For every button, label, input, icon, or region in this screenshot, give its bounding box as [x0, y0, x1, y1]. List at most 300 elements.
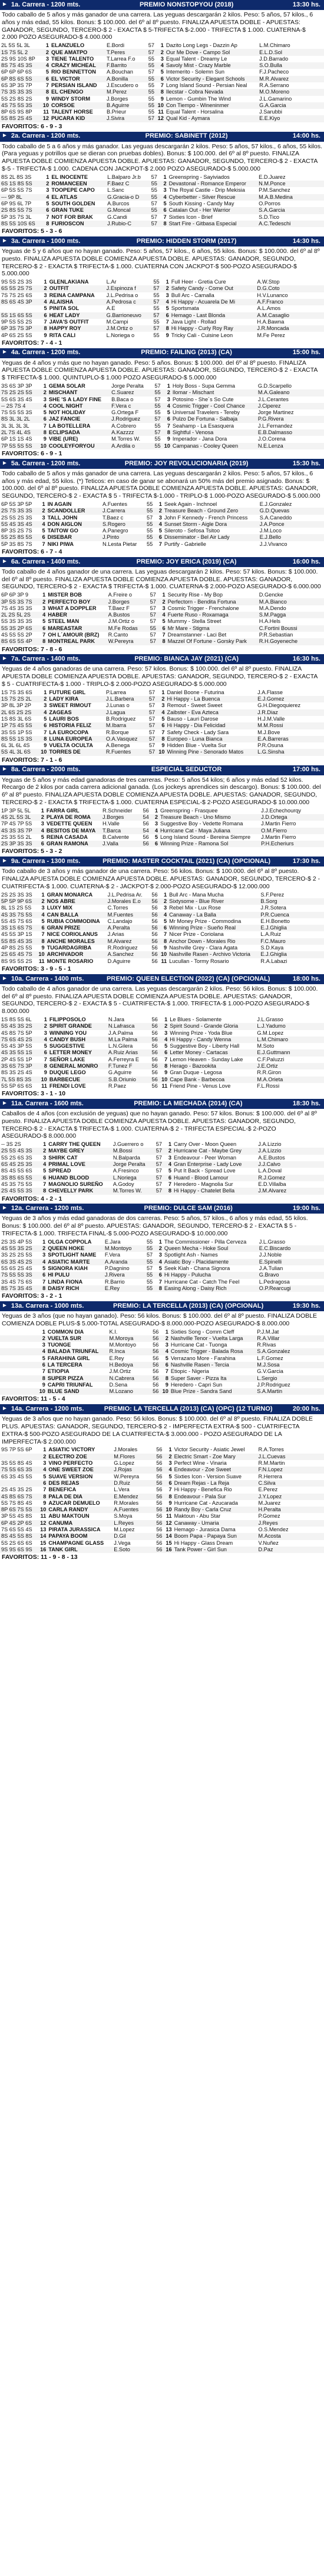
post-position: 4 — [160, 1348, 169, 1355]
saddle-number: 5 — [41, 201, 51, 207]
pedigree: Endeavour - Peer Woman — [173, 1155, 257, 1161]
saddle-number: 2 — [41, 181, 51, 187]
trainer-name: L.A.Doval — [257, 1168, 324, 1174]
trainer-name: P.H.Echeriurs — [260, 841, 324, 847]
table-row — [0, 638, 324, 645]
trainer-name: R.M.Martin — [257, 1460, 324, 1467]
race-number-distance: 12a. Carrera - 1200 mts. — [11, 1205, 84, 1212]
table-row — [0, 1049, 324, 1056]
jockey-name: A.Panegro — [101, 528, 142, 534]
trainer-name: J.J.Echechourqy — [260, 808, 324, 814]
pedigree: Cosmic Trigger - Cool Chance — [171, 403, 257, 409]
pedigree: Hurricane Cat - Catch The Feel — [163, 1279, 258, 1285]
trainer-name: J.Martin Fierro — [260, 834, 324, 841]
saddle-number: 2 — [38, 696, 48, 702]
post-position: 7 — [161, 319, 170, 325]
table-row — [0, 808, 324, 814]
trainer-name: P.G.Rivera — [257, 416, 324, 422]
table-row — [0, 299, 324, 305]
jockey-name: A.Aranda — [104, 1259, 142, 1265]
horse-name: PAPAYA BOOM — [47, 1533, 113, 1539]
race-section — [0, 974, 324, 1099]
jockey-name: J.L.Pedrisa o — [105, 292, 148, 299]
race-title: PREMIO: JOY REVOLUCIONARIA (2019) — [124, 459, 249, 467]
trainer-name: M.Acosta — [257, 1533, 324, 1539]
pedigree: Le Blues - Solamente — [168, 1017, 256, 1023]
jockey-name: J.Guerrero o — [112, 1141, 151, 1148]
jockey-name: M.Moroya — [108, 1335, 148, 1342]
post-position: 8 — [162, 429, 171, 436]
horse-name: ABU MAKTOUN — [47, 1513, 113, 1519]
table-row — [0, 592, 324, 598]
saddle-number: 1 — [37, 501, 47, 508]
jockey-name: A.Fresinco — [112, 1168, 151, 1174]
table-row — [0, 1252, 324, 1258]
trainer-name: F.C.Mauro — [259, 938, 324, 945]
saddle-number: 1 — [37, 1328, 46, 1335]
table-row — [0, 383, 324, 389]
jockey-name: F.Barrito — [105, 62, 144, 69]
race-title: PREMIO: SABINETT (2012) — [145, 132, 228, 140]
table-row — [0, 42, 324, 49]
recent-form: 7P 4S 7P 5S — [0, 821, 37, 827]
trainer-name: L.A.Ruiz — [259, 931, 324, 938]
horse-name: ASIATIC VICTORY — [47, 1447, 113, 1453]
horse-name: HI PULU — [47, 1272, 104, 1278]
race-bullet-icon: ► — [2, 1099, 8, 1107]
horse-name: MAGNOLIO SUREÑO — [47, 1181, 112, 1188]
race-conditions: Todo caballo de 3 años y más ganador de una carrera. Peso: 56 kilos. Bonus: $ 100.000. del 6º al 8º puesto. FINALIZA APUESTA DOBLE COMIENZA APUESTA DOBLE. APUESTAS: GANADOR, SEGUNDO, TERCERO-$ 2 - CUATRIFECTA-$ 1.000. CUATERNA-$ 2 - JACKPOT-$ 2.000-POZO ASEGURADO-$ 12.000.000 — [2, 868, 320, 890]
pedigree: Safety Check - Lady Sara — [166, 729, 256, 736]
pedigree: Herago - Bazookita — [168, 1063, 256, 1069]
trainer-name: J.E.Ortiz — [256, 1063, 324, 1069]
pedigree: Hi Happy - Benefica Rio — [173, 1487, 257, 1493]
recent-form: 4S 3S 7S 5S — [0, 912, 37, 918]
weight: 56 — [151, 1540, 163, 1547]
post-position: 8 — [161, 325, 170, 332]
saddle-number: 5 — [38, 305, 48, 312]
weight: 57 — [148, 299, 161, 305]
weight: 56 — [147, 951, 159, 958]
pedigree: Victor Security - Elegant Schools — [165, 76, 258, 82]
table-row — [0, 69, 324, 75]
jockey-name: J.A.Palma — [107, 1030, 147, 1037]
jockey-name: O.A.Vasquez — [105, 736, 144, 742]
saddle-number: 4 — [41, 194, 51, 201]
trainer-name: D.Paz — [257, 1547, 324, 1553]
post-position: 10 — [160, 1388, 169, 1395]
pedigree: Endeavour - Pala Sur — [173, 1494, 257, 1500]
pedigree: Hurricane Cat - Maya Juliana — [159, 828, 260, 834]
recent-form: 6S 1S 8S 5S — [0, 181, 41, 187]
table-row — [0, 1063, 324, 1069]
race-section — [0, 132, 324, 236]
weight: 57 — [144, 689, 156, 696]
weight: 56 — [147, 1037, 159, 1043]
trainer-name: L.F.Gomez — [256, 1355, 324, 1362]
weight: 57 — [151, 1168, 163, 1174]
jockey-name: G.Aguirre — [107, 1069, 147, 1076]
race-number-distance: 10a. Carrera - 1400 mts. — [11, 975, 84, 982]
horse-name: CORSOE — [50, 102, 105, 109]
recent-form: 2S 4S 3S 2S — [0, 1487, 38, 1493]
table-row — [0, 214, 324, 221]
jockey-name: M.Fuentes — [107, 912, 147, 918]
trainer-name: M.A.Bianco — [258, 598, 324, 605]
post-position: 4 — [162, 403, 171, 409]
favorites-line: FAVORITOS: 6 - 9 - 3 — [2, 122, 62, 130]
saddle-number: 3 — [38, 605, 47, 612]
table-row — [0, 598, 324, 605]
horse-name: NOT FOR BRAK — [50, 214, 106, 221]
saddle-number: 8 — [41, 89, 50, 95]
table-row — [0, 187, 324, 194]
saddle-number: 8 — [38, 736, 48, 742]
horse-name: MONTREAL PARK — [47, 638, 107, 645]
table-row — [0, 918, 324, 925]
jockey-name: A.Bonilla — [105, 76, 144, 82]
pedigree: Daniel Boone - Futurina — [166, 689, 256, 696]
jockey-name: M.Flores — [113, 1454, 151, 1460]
weight: 56 — [151, 1487, 163, 1493]
jockey-name: L.Sanc — [106, 187, 146, 194]
weight: 56 — [151, 1527, 163, 1533]
recent-form — [0, 305, 38, 312]
table-row — [0, 49, 324, 55]
recent-form: 7S 5S 5S 3S — [0, 1272, 38, 1278]
jockey-name: A.Godoy — [112, 1181, 151, 1188]
jockey-name: S.Moya — [113, 1513, 151, 1519]
pedigree: Imperador - Jana Dora — [171, 436, 257, 442]
post-position: 6 — [156, 722, 166, 729]
trainer-name: H.A.Hels — [258, 618, 324, 625]
pedigree: Catalan Out - Her Warrior — [168, 207, 258, 214]
weight: 57 — [144, 742, 156, 749]
trainer-name: E.J.Ghiglia — [259, 925, 324, 931]
weight: 56 — [138, 808, 150, 814]
pedigree: Super Saver - Pizza Ita — [170, 1375, 256, 1382]
table-row — [0, 951, 324, 958]
horse-name: TIENE TALENTO — [50, 56, 105, 62]
jockey-name: G.Ortega F — [110, 409, 150, 416]
race-conditions: Todo caballo de 5 años y más ganador de una carrera. Las yeguas descargarán 2 kilos. Peso: 5 años, 57 kilos., 6 años y más edad, 55 kilos. Bonus: $ 100.000. del 6º al 8º puesto. FINALIZA APUESTA DOBLE - APUESTAS: GANADOR, SEGUNDO, TERCERO-$ 2 - EXACTA $ 5-TRIFECTA $-2.000 - TRIFECTA $ 1.000. CUATERNA-$ 2.000 POZO ASEGURADO-$ 4.000.000 — [2, 11, 313, 41]
weight: 55 — [147, 194, 158, 201]
race-bullet-icon: ► — [2, 1302, 8, 1309]
jockey-name: M.Ibarra — [105, 722, 144, 729]
recent-form: 6P 1S 1S 4S — [0, 436, 38, 442]
recent-form: 3S 6S 7S 3P — [0, 1063, 38, 1069]
horse-name: COMMON DIA — [47, 1328, 108, 1335]
recent-form: 2L 5S 5L 3L — [0, 42, 41, 49]
table-row — [0, 612, 324, 618]
table-row — [0, 1460, 324, 1467]
weight: 56 — [147, 898, 159, 905]
jockey-name: A.Ferreyra E — [107, 1057, 147, 1063]
weight: 56 — [148, 1328, 160, 1335]
jockey-name: E.Bordi — [105, 42, 144, 49]
horse-name: EL ATLAS — [50, 194, 106, 201]
recent-form: 5S 5P 6S 6S — [0, 1083, 38, 1089]
trainer-name: J.Martin Fierro — [260, 821, 324, 827]
table-row — [0, 82, 324, 89]
jockey-name: T.Peres — [105, 49, 144, 55]
trainer-name: N.E.Lenza — [257, 443, 324, 449]
jockey-name: A.Benega — [105, 742, 144, 749]
table-row — [0, 1342, 324, 1348]
horse-name: DON AIGLON — [47, 521, 101, 528]
table-row — [0, 1355, 324, 1362]
weight: 57 — [148, 312, 161, 319]
saddle-number: 4 — [38, 612, 47, 618]
trainer-name: R.A.Torres — [257, 1447, 324, 1453]
horse-name: VEDETTE QUEEN — [45, 821, 101, 827]
race-section — [0, 1204, 324, 1301]
pedigree: Gran Enterprise - Lady Love — [173, 1161, 257, 1168]
pedigree: Cosmic Trigger - Frenchalone — [167, 605, 258, 612]
weight: 57 — [146, 638, 157, 645]
pedigree: Heredero - Capri Sun — [170, 1382, 256, 1388]
pedigree: Dreamstanner - Laci Bet — [167, 632, 258, 638]
horse-name: MAYBE GREY — [47, 1148, 112, 1154]
entries-table — [0, 1328, 324, 1395]
table-row — [0, 89, 324, 95]
post-position: 1 — [157, 592, 167, 598]
recent-form: 8S 7S 4S 3S — [0, 62, 41, 69]
weight: 56 — [148, 1335, 160, 1342]
table-row — [0, 1279, 324, 1285]
saddle-number: 1 — [38, 1447, 47, 1453]
saddle-number: 10 — [38, 1507, 47, 1513]
table-row — [0, 1527, 324, 1533]
post-position: 10 — [159, 1077, 168, 1083]
race-time: 18:00 hs. — [292, 975, 320, 982]
post-position: 7 — [154, 1279, 163, 1285]
weight: 56 — [151, 1507, 163, 1513]
jockey-name: E.Soto — [113, 1547, 151, 1553]
recent-form: 2S 3P 3S 3S — [0, 841, 37, 847]
horse-name: DAISY RICH — [47, 1285, 104, 1292]
jockey-name: J.M.Ortiz o — [105, 325, 148, 332]
saddle-number: 1 — [38, 383, 48, 389]
recent-form: 4S 2L 5S 3L — [0, 814, 37, 821]
weight: 57 — [144, 729, 156, 736]
pedigree: The Commissioner - Pilla Cerveza — [163, 1239, 258, 1245]
trainer-name: J.L.Fernandez — [257, 423, 324, 429]
race-conditions: Yeguas de 4 años y más que no hayan ganado. Peso: 5 años. Bonus: $ 100.000. del 6º al 8º puesto. FINALIZA APUESTA DOBLE COMIENZA APUESTA DOBLE. APUESTAS: GANADOR, SEGUNDO, TERCERO-$ 2 - EXACTA $ TRIFECTA-$ 1.000. QUINTUPLO-$ 1.000 POZO ASEGURADO-$ 5.000.000 — [2, 359, 318, 382]
post-position: 11 — [159, 958, 168, 965]
trainer-name: E.H.Bonetto — [259, 918, 324, 925]
weight: 56 — [151, 1447, 163, 1453]
table-row — [0, 1083, 324, 1089]
race-conditions: Yeguas de 3 años (que no hayan ganado). Peso: 56 kilos. Bonus: $ 100.000. del 6º al 8º puesto. FINALIZA DOBLE COMIENZA DOBLE PLUS-$ 5.000-TOTAL ASEGURADO-$ 8.000.000-POZO ASEGURADO-$ 8.000.000 — [2, 1312, 317, 1327]
trainer-name: E.J.Guttmann — [256, 1049, 324, 1056]
saddle-number: 4 — [38, 1467, 47, 1473]
table-row — [0, 429, 324, 436]
trainer-name: G.A.Garcia — [258, 102, 324, 109]
saddle-number: 3 — [38, 1252, 47, 1258]
saddle-number: 5 — [37, 528, 47, 534]
table-row — [0, 958, 324, 965]
race-conditions: Todo caballo de 5 años y más ganador de una carrera. Las yeguas descargarán 2 kilos. Peso: 5 años, 57 kilos., 6 años y más edad, 55 kilos. (*) Teticos: en caso de ganar se abonará un 50% más del premio asignado. Bonus: $ 100.000. del 6º al 8º puesto. FINALIZA APUESTA DOBLE COMIENZA APUESTA DOBLE. APUESTAS: GANADOR, SEGUNDO, TERCERO-$ 2 - EXACTA $ 5 - TRIFECTA $-1.000 - TRIPLO-$ 1.000-POZO ASEGURADO-$ 5.000.000 — [2, 469, 320, 500]
recent-form: 1P 7S 4S 5S — [0, 722, 38, 729]
weight: 56 — [138, 821, 150, 827]
jockey-name: J.Carrera — [101, 508, 142, 514]
weight: 55 — [142, 1279, 154, 1285]
table-row — [0, 1023, 324, 1029]
recent-form: 2S 5S 2S 3S — [0, 515, 37, 521]
race-bullet-icon: ► — [2, 975, 8, 982]
recent-form: 9P 5S 5S 2S — [0, 319, 38, 325]
post-position: 1 — [162, 383, 171, 389]
post-position: 3 — [154, 515, 163, 521]
trainer-name: A.M.Casaglio — [256, 312, 324, 319]
table-row — [0, 312, 324, 319]
pedigree: Remout - Sweet Sweet — [166, 702, 256, 709]
post-position: 2 — [156, 696, 166, 702]
post-position: 5 — [163, 1474, 173, 1480]
post-position: 5 — [160, 1355, 169, 1362]
trainer-name: E.A.Barreras — [256, 736, 324, 742]
post-position: 8 — [163, 1188, 173, 1194]
horse-name: RITA CALI — [48, 332, 105, 338]
jockey-name: G.Barrioneuvo — [105, 312, 148, 319]
weight: 56 — [147, 1030, 159, 1037]
horse-name: EL VICTOR — [50, 76, 105, 82]
jockey-name: B.Rodriguez — [105, 716, 144, 722]
pedigree: Spirit Sound - Grande Gloria — [168, 1023, 256, 1029]
weight: 57 — [147, 221, 158, 227]
saddle-number: 9 — [38, 1500, 47, 1507]
horse-name: CAN BALLA — [46, 912, 107, 918]
saddle-number: 7 — [38, 1057, 48, 1063]
jockey-name: J.Valla — [101, 841, 138, 847]
horse-name: GEMA SOLAR — [48, 383, 110, 389]
post-position: 5 — [161, 305, 170, 312]
table-row — [0, 1017, 324, 1023]
post-position: 9 — [159, 945, 168, 951]
table-row — [0, 409, 324, 416]
horse-name: PUCARA KID — [50, 115, 105, 122]
saddle-number: 3 — [41, 187, 51, 194]
pedigree: Greenspring - Frasquee — [159, 808, 260, 814]
trainer-name: S.A.Garcia — [257, 207, 324, 214]
weight: 57 — [151, 1181, 163, 1188]
race-time: 14:00 hs. — [292, 132, 320, 140]
post-position: 2 — [158, 181, 168, 187]
table-row — [0, 1141, 324, 1148]
table-row — [0, 332, 324, 338]
saddle-number: 3 — [37, 821, 45, 827]
weight: 57 — [147, 214, 158, 221]
post-position: 1 — [156, 42, 165, 49]
recent-form: 6P 9S 6L 7P — [0, 201, 41, 207]
jockey-name: W.Pereyra — [107, 638, 146, 645]
pedigree: Holy Boss - Supa Gemma — [171, 383, 257, 389]
table-row — [0, 1069, 324, 1076]
table-row — [0, 319, 324, 325]
race-time: 16:00 hs. — [292, 558, 320, 565]
horse-name: ANCHE MORALES — [46, 938, 107, 945]
recent-form: -- 2S 7S 4 — [0, 403, 38, 409]
recent-form: 3S 5S 1P 5S — [0, 729, 38, 736]
weight: 55 — [150, 443, 162, 449]
horse-name: ALAISHA — [48, 299, 105, 305]
trainer-name: M.O.Moreno — [258, 89, 324, 95]
race-bullet-icon: ► — [2, 349, 8, 356]
horse-name: TALL JOHN — [47, 515, 101, 521]
horse-name: OUTFIT — [48, 285, 105, 292]
post-position: 1 — [159, 892, 168, 898]
pedigree: Hi Happy - Curly Roy Ray — [170, 325, 256, 332]
horse-name: TUONGE — [47, 1342, 108, 1348]
table-row — [0, 1272, 324, 1278]
weight: 56 — [151, 1533, 163, 1539]
race-bullet-icon: ► — [2, 237, 8, 244]
weight: 55 — [147, 181, 158, 187]
jockey-name: M.Torres W. — [112, 1188, 151, 1194]
entries-table — [0, 174, 324, 227]
weight: 56 — [138, 834, 150, 841]
pedigree: Seek Again - Inchnoel — [163, 501, 259, 508]
horse-name: QUE AMATPO — [50, 49, 105, 55]
trainer-name: M.Soto — [256, 1043, 324, 1049]
weight: 57 — [148, 325, 161, 332]
weight: 55 — [144, 102, 156, 109]
jockey-name: R.Borque — [105, 729, 144, 736]
race-bullet-icon: ► — [2, 558, 8, 565]
pedigree: Sixtysome - Blue River — [168, 898, 259, 905]
jockey-name: M.Torres W. — [110, 436, 150, 442]
post-position: 4 — [157, 612, 167, 618]
race-title: PREMIO: FAILING (2013) (CA) — [141, 349, 232, 356]
trainer-name: P.Gomez — [257, 1513, 324, 1519]
saddle-number: 7 — [37, 1368, 46, 1375]
horse-name: COOLEYFORYOU — [48, 443, 110, 449]
trainer-name: E.Spinelli — [258, 1259, 324, 1265]
horse-name: DISEBAR — [47, 534, 101, 541]
recent-form: 8S 4S 5S 6S — [0, 1168, 38, 1174]
horse-name: CARRY THE QUEEN — [47, 1141, 112, 1148]
horse-name: EL CHENGO — [50, 89, 105, 95]
table-row — [0, 716, 324, 722]
post-position: 5 — [154, 528, 163, 534]
race-number-distance: 3a. Carrera - 1000 mts. — [11, 237, 81, 245]
weight: 55 — [144, 76, 156, 82]
table-row — [0, 423, 324, 429]
pedigree: Rebel Mix - Lux Rose — [168, 905, 259, 911]
recent-form: 2S 8S 5S 7S — [0, 207, 41, 214]
saddle-number: 4 — [37, 521, 47, 528]
horse-name: SWEET RIMOUT — [48, 702, 104, 709]
saddle-number: 5 — [38, 1474, 47, 1480]
trainer-name: J.R.Sotera — [259, 905, 324, 911]
trainer-name: R.Rivas — [256, 1342, 324, 1348]
recent-form: 6L 3L 6L 4S — [0, 742, 38, 749]
trainer-name: C.Fortini Boussi — [258, 625, 324, 632]
race-number-distance: 1a. Carrera - 1200 mts. — [11, 1, 81, 8]
trainer-name: P.M.Sanchez — [257, 187, 324, 194]
post-position: 9 — [156, 742, 166, 749]
jockey-name: J.Rivera — [104, 1272, 142, 1278]
table-row — [0, 1328, 324, 1335]
race-title: PREMIO: LA MECHADA (2014) (CA) — [134, 1099, 243, 1107]
jockey-name: Jorge Peralta — [112, 1161, 151, 1168]
entries-table — [0, 279, 324, 339]
horse-name: JAVA'S OUTFIT — [48, 319, 105, 325]
trainer-name: G.D.Scarpello — [257, 383, 324, 389]
recent-form: 2P 4S 5S 1P — [0, 1057, 38, 1063]
horse-name: PIRATA JURASSICA — [47, 1527, 113, 1533]
